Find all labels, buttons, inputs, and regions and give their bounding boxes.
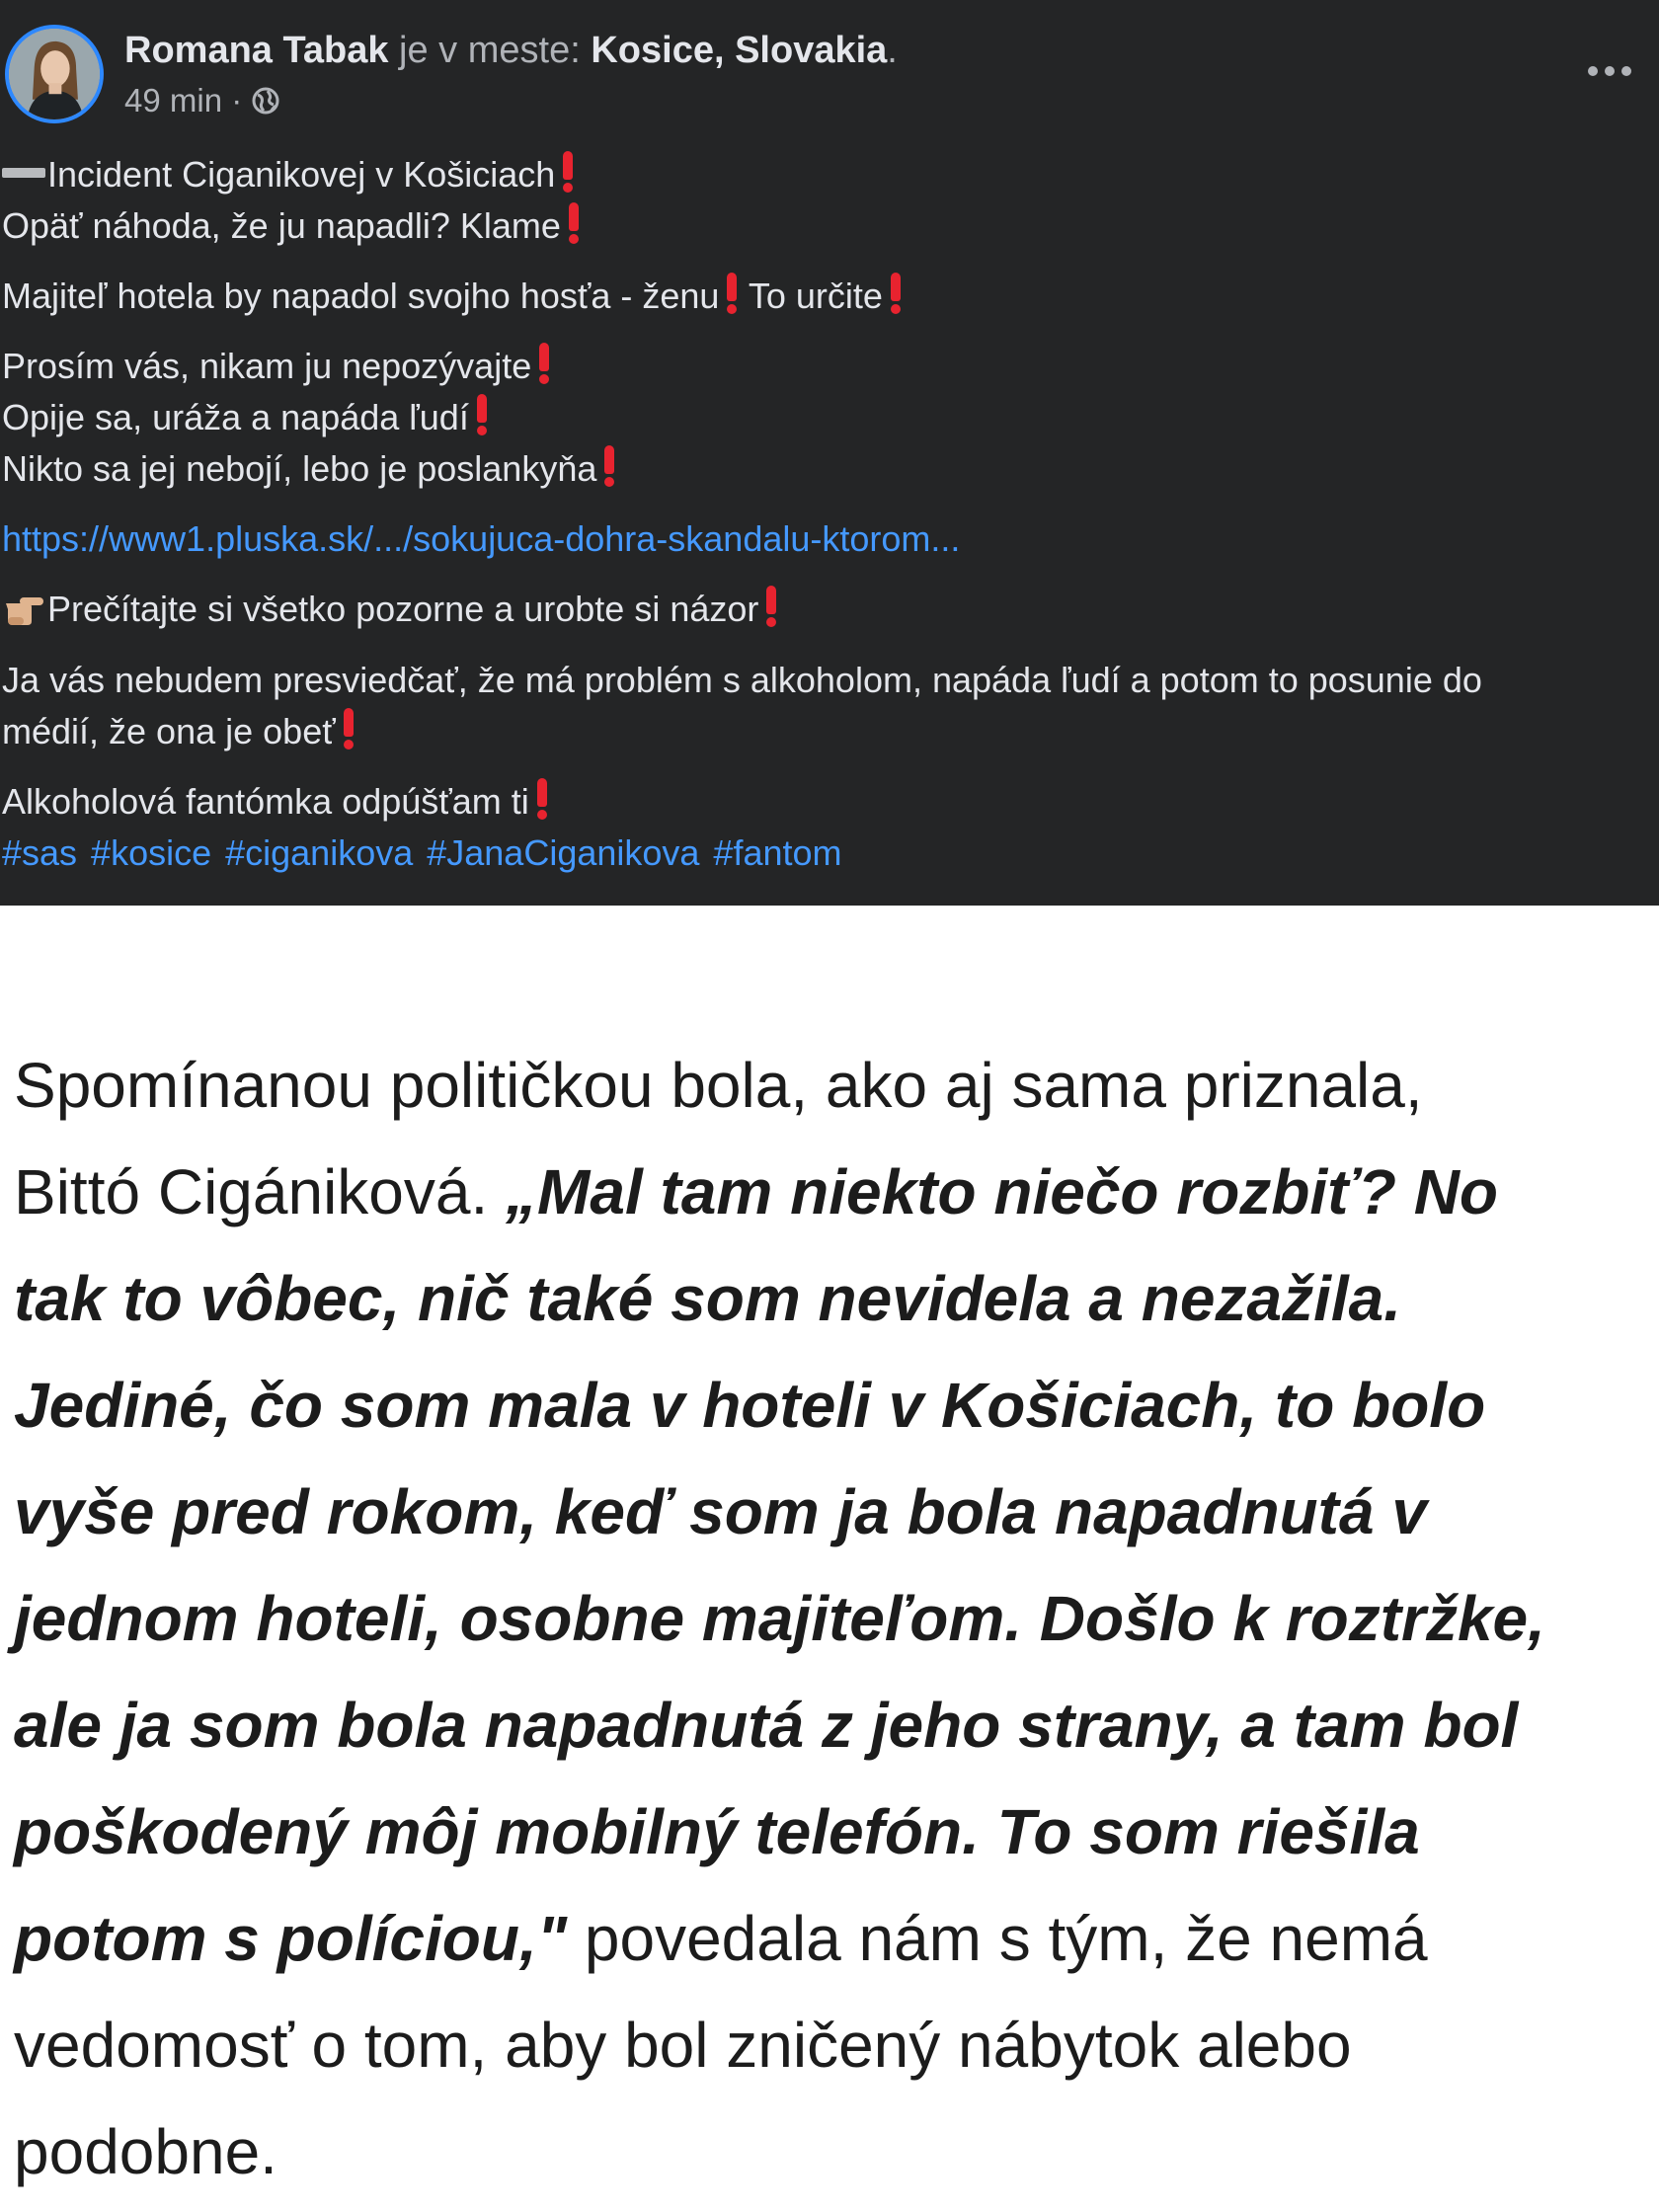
post-line: Incident Ciganikovej v Košiciach xyxy=(2,149,1651,200)
article-quote-line: vyše pred rokom, keď som ja bola napadnutá v xyxy=(14,1476,1427,1547)
exclamation-icon xyxy=(725,271,739,314)
exclamation-icon xyxy=(537,341,551,384)
article-quote-line: Jediné, čo som mala v hoteli v Košiciach, to bolo xyxy=(14,1370,1486,1441)
post-line: Prosím vás, nikam ju nepozývajte xyxy=(2,341,1651,392)
exclamation-icon xyxy=(889,271,903,314)
article-line: podobne. xyxy=(14,2116,277,2187)
article-line: vedomosť o tom, aby bol zničený nábytok alebo xyxy=(14,2010,1352,2081)
article-line: Spomínanou političkou bola, ako aj sama priznala, xyxy=(14,1050,1423,1121)
post-meta xyxy=(124,81,281,120)
exclamation-icon xyxy=(764,584,778,627)
article-quote-line: poškodený môj mobilný telefón. To som riešila xyxy=(14,1796,1420,1867)
article-quote-line: jednom hoteli, osobne majiteľom. Došlo k roztržke, xyxy=(14,1583,1545,1654)
post-line: Prečítajte si všetko pozorne a urobte si názor xyxy=(2,584,1651,636)
author-avatar[interactable] xyxy=(5,25,104,123)
exclamation-icon xyxy=(561,149,575,193)
author-name[interactable]: Romana Tabak xyxy=(124,30,389,71)
exclamation-icon xyxy=(342,706,356,750)
hashtag-link[interactable]: #sas xyxy=(2,832,78,873)
article-quote-line: ale ja som bola napadnutá z jeho strany, a tam bol xyxy=(14,1690,1519,1761)
article-quote-line: tak to vôbec, nič také som nevidela a nezažila. xyxy=(14,1263,1401,1334)
article-line: potom s políciou," povedala nám s tým, že nemá xyxy=(14,1903,1428,1974)
globe-icon xyxy=(250,85,281,117)
hashtag-link[interactable]: #fantom xyxy=(713,832,842,873)
location-prefix: je v meste: xyxy=(399,30,581,71)
post-link[interactable]: https://www1.pluska.sk/.../sokujuca-dohra-skandalu-ktorom... xyxy=(2,518,961,559)
post-line: Opije sa, uráža a napáda ľudí xyxy=(2,392,1651,443)
hashtags xyxy=(2,828,1651,879)
post-line: Opäť náhoda, že ju napadli? Klame xyxy=(2,200,1651,252)
more-options-icon[interactable] xyxy=(1586,51,1633,91)
location-suffix: . xyxy=(887,30,898,71)
hashtag-link[interactable]: #kosice xyxy=(91,832,212,873)
pointing-hand-icon xyxy=(2,585,47,636)
article-line: Bittó Cigániková. „Mal tam niekto niečo rozbiť? No xyxy=(14,1156,1498,1227)
post-line: Ja vás nebudem presviedčať, že má problém s alkoholom, napáda ľudí a potom to posunie do xyxy=(2,660,1482,700)
hashtag-link[interactable]: #ciganikova xyxy=(225,832,414,873)
article-excerpt xyxy=(14,1032,1643,2205)
location-link[interactable]: Kosice, Slovakia xyxy=(591,30,888,71)
hashtag-link[interactable]: #JanaCiganikova xyxy=(427,832,700,873)
exclamation-icon xyxy=(567,200,581,244)
minus-icon xyxy=(2,168,45,178)
post-line: Alkoholová fantómka odpúšťam ti xyxy=(2,776,1651,828)
post-line: Majiteľ hotela by napadol svojho hosťa - ženu To určite xyxy=(2,271,1651,322)
post-body xyxy=(2,149,1651,879)
post-timestamp[interactable]: 49 min · xyxy=(124,82,243,118)
post-line: médií, že ona je obeť xyxy=(2,706,1651,757)
exclamation-icon xyxy=(475,392,489,435)
exclamation-icon xyxy=(602,443,616,487)
exclamation-icon xyxy=(535,776,549,820)
post-line: Nikto sa jej nebojí, lebo je poslankyňa xyxy=(2,443,1651,495)
post-header xyxy=(124,28,898,73)
facebook-post xyxy=(0,0,1659,906)
